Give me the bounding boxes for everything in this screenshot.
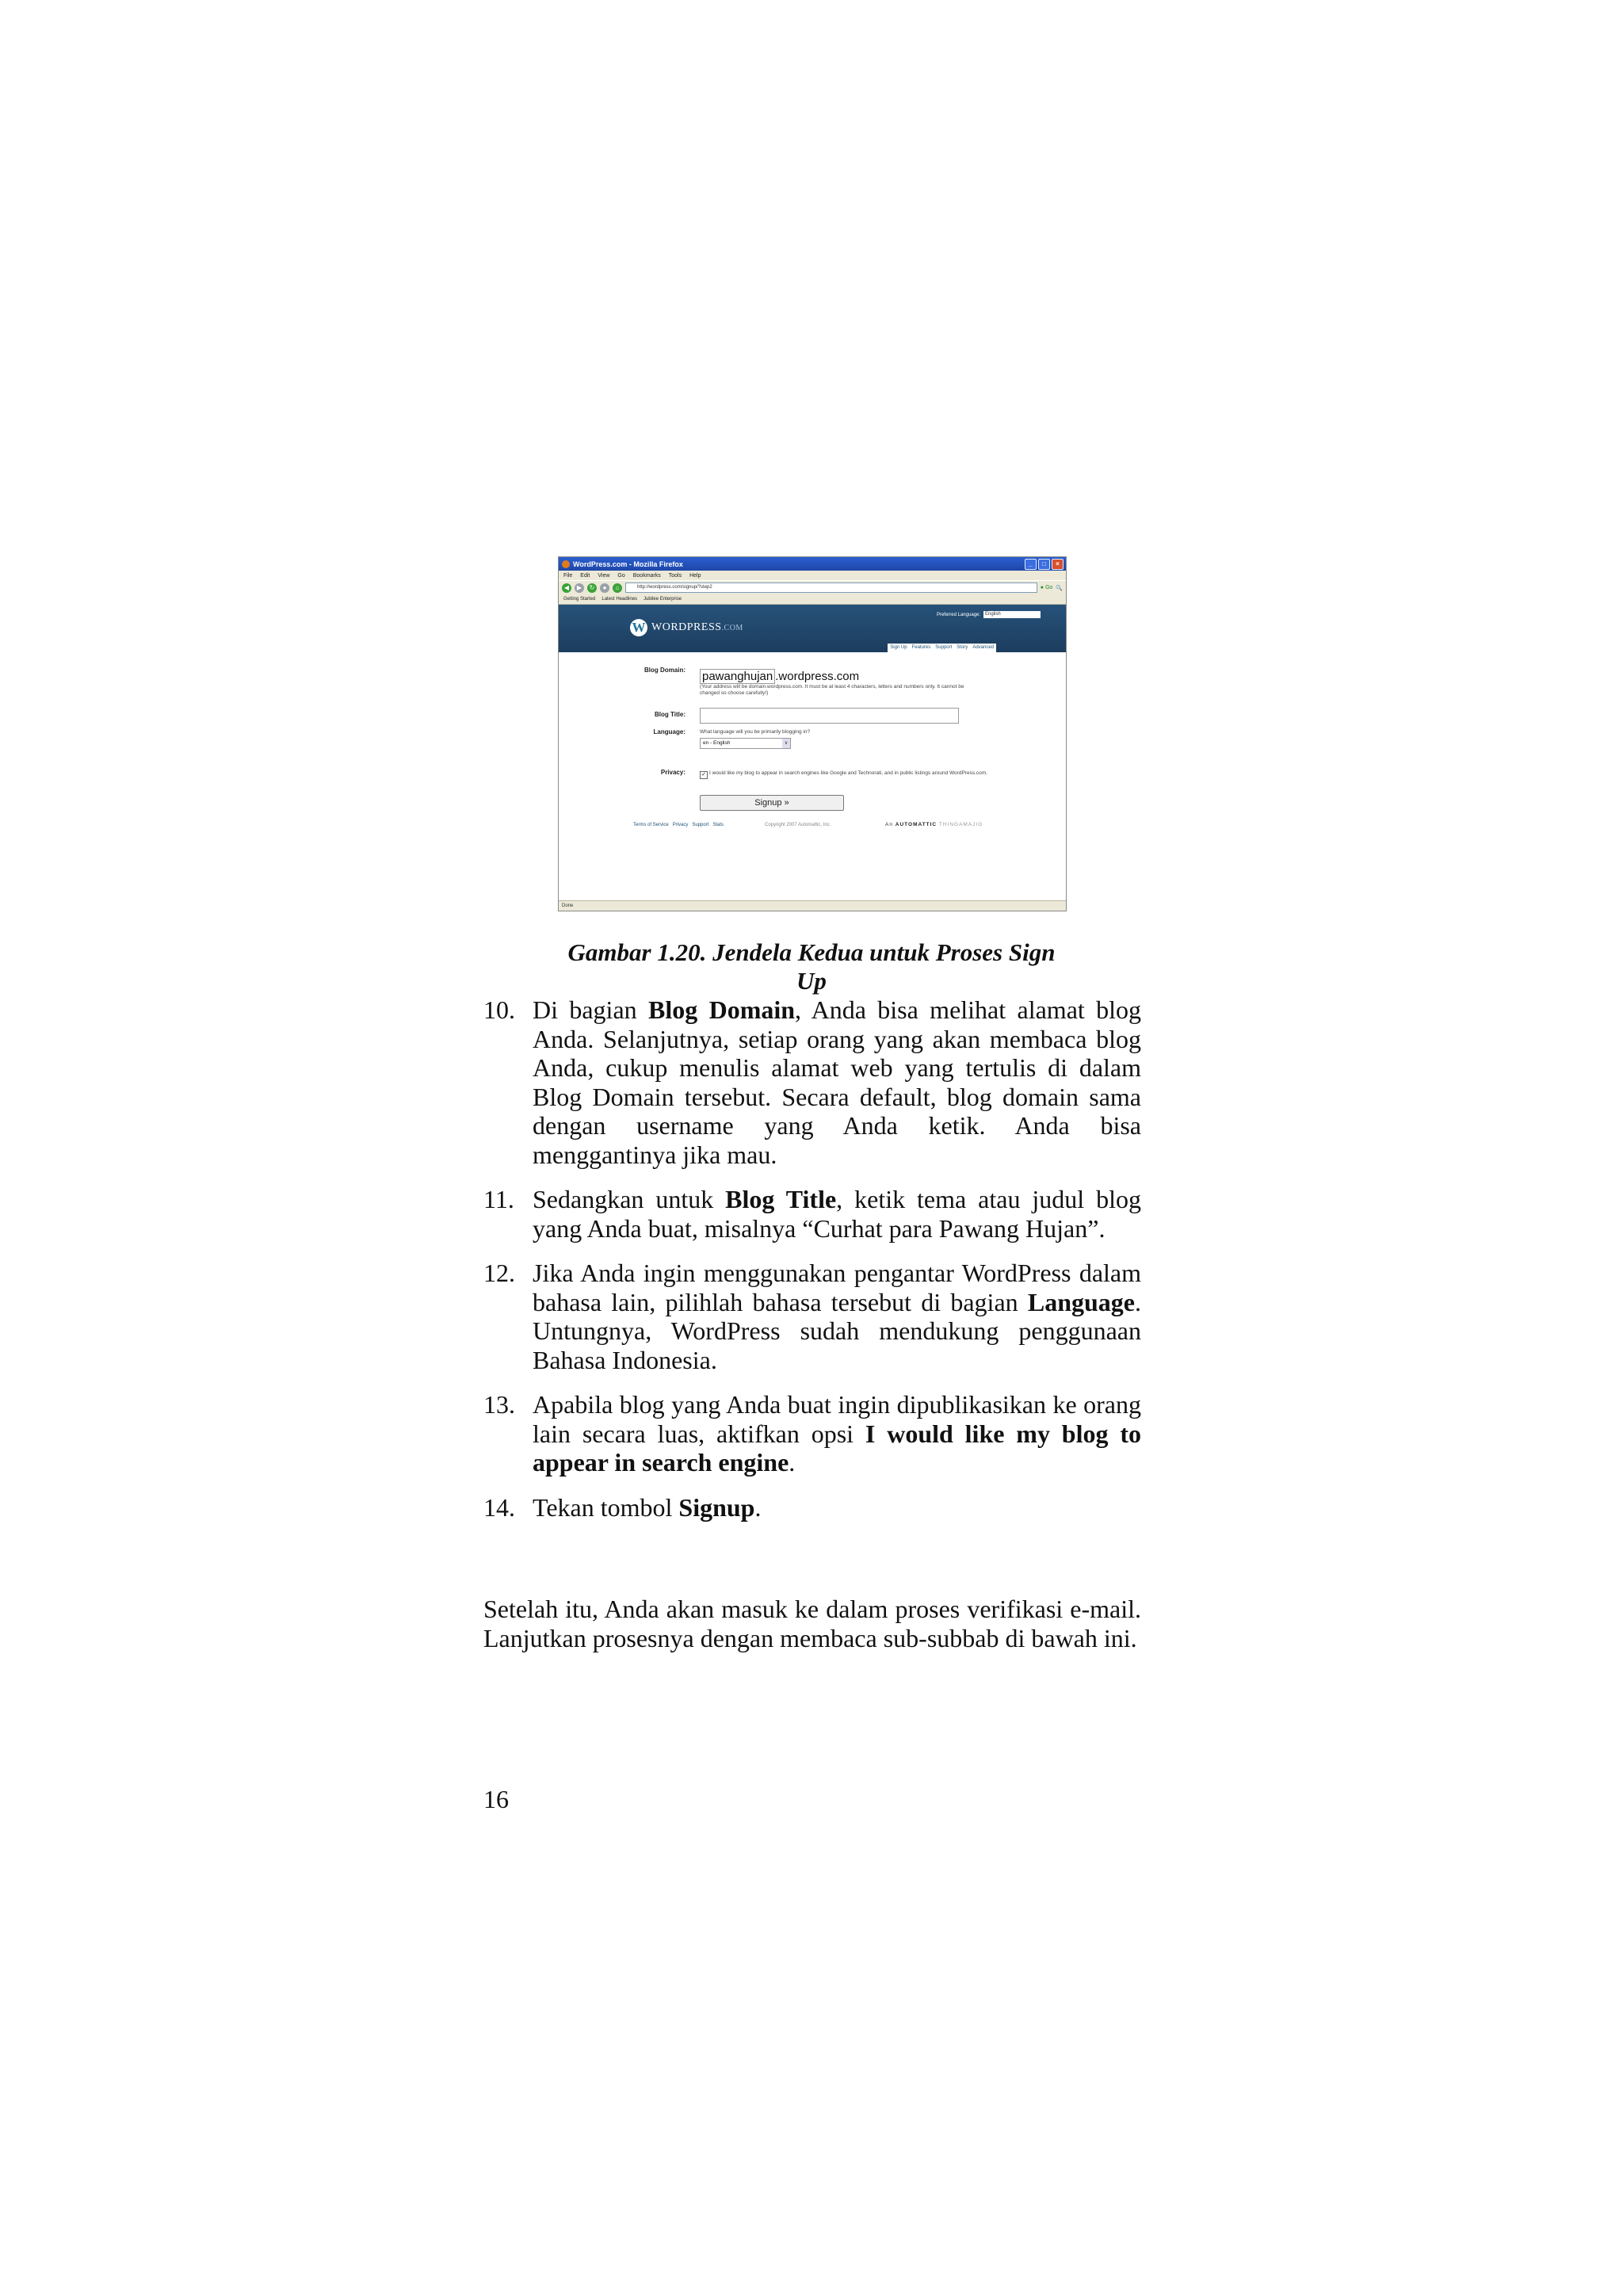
search-icon[interactable]: 🔍 — [1056, 585, 1063, 591]
close-icon[interactable]: × — [1052, 559, 1064, 570]
bookmark-jubilee[interactable]: Jubilee Enterprise — [643, 597, 682, 602]
menu-file[interactable]: File — [563, 572, 573, 579]
blog-title-input[interactable] — [700, 708, 959, 724]
back-icon[interactable]: ◀ — [562, 583, 571, 593]
signup-form — [559, 652, 1066, 865]
footer-link-privacy[interactable]: Privacy — [672, 823, 689, 827]
browser-statusbar: Done — [559, 900, 1066, 911]
language-question: What language will you be primarily blogging in? — [700, 729, 811, 735]
preferred-language-label: Preferred Language: — [936, 612, 980, 617]
menu-go[interactable]: Go — [617, 572, 625, 579]
instruction-list — [483, 995, 1141, 1538]
browser-menubar — [559, 571, 1066, 580]
tab-story[interactable]: Story — [957, 645, 968, 650]
wordpress-header — [559, 605, 1066, 652]
tab-support[interactable]: Support — [935, 645, 953, 650]
list-item: 12. Jika Anda ingin menggunakan pengantar WordPress dalam bahasa lain, pilihlah bahasa tersebut di bagian Language. Untungnya, WordPress sudah mendukung penggunaan Bahasa Indonesia. — [483, 1259, 1141, 1374]
home-icon[interactable]: ⌂ — [613, 583, 622, 593]
maximize-icon[interactable]: □ — [1038, 559, 1050, 570]
wordpress-logo-text: WORDPRESS.COM — [651, 621, 743, 633]
footer-link-support[interactable]: Support — [692, 823, 709, 827]
language-label: Language: — [653, 728, 685, 735]
url-input[interactable]: http://wordpress.com/signup/?step2 — [625, 583, 1037, 593]
list-item: 11. Sedangkan untuk Blog Title, ketik tema atau judul blog yang Anda buat, misalnya “Curhat para Pawang Hujan”. — [483, 1185, 1141, 1243]
firefox-icon — [562, 560, 570, 568]
wordpress-w-icon: W — [630, 619, 647, 636]
language-select[interactable]: en - English v — [700, 738, 791, 749]
list-item: 10. Di bagian Blog Domain, Anda bisa melihat alamat blog Anda. Selanjutnya, setiap orang yang akan membaca blog Anda, cukup menulis alamat web yang tertulis di dalam Blog Domain tersebut. Secara default, blog domain sama dengan username yang Anda ketik. Anda bisa menggantinya jika mau. — [483, 995, 1142, 1169]
copyright-text: Copyright 2007 Automattic, Inc. — [765, 823, 831, 827]
menu-bookmarks[interactable]: Bookmarks — [632, 572, 661, 579]
bookmark-getting-started[interactable]: Getting Started — [563, 597, 596, 602]
browser-navbar — [559, 580, 1066, 594]
tab-sign-up[interactable]: Sign Up — [890, 645, 907, 650]
window-controls — [1025, 559, 1066, 570]
reload-icon[interactable]: ↻ — [587, 583, 597, 593]
privacy-checkbox[interactable]: ✓ — [700, 771, 708, 779]
list-item: 14. Tekan tombol Signup. — [483, 1492, 762, 1522]
preferred-language-select[interactable]: English — [983, 611, 1041, 618]
page-number: 16 — [483, 1785, 509, 1813]
bookmark-latest-headlines[interactable]: Latest Headlines — [601, 597, 638, 602]
privacy-label: Privacy: — [660, 769, 685, 776]
window-title: WordPress.com - Mozilla Firefox — [573, 560, 683, 568]
tab-features[interactable]: Features — [911, 645, 931, 650]
footer-link-terms[interactable]: Terms of Service — [633, 823, 669, 827]
bookmarks-toolbar — [559, 594, 1066, 605]
browser-titlebar — [559, 557, 1066, 571]
forward-icon[interactable]: ▶ — [575, 583, 584, 593]
blog-domain-note: (Your address will be domain.wordpress.com. It must be at least 4 characters, letters and numbers only. It cannot be changed so choose carefully!) — [700, 684, 964, 696]
stop-icon[interactable]: ● — [600, 583, 609, 593]
list-item: 13. Apabila blog yang Anda buat ingin dipublikasikan ke orang lain secara luas, aktifkan opsi I would like my blog to appear in search engine. — [483, 1390, 1142, 1477]
privacy-text: I would like my blog to appear in search engines like Google and Technorati, and in public listings around WordPress.com. — [709, 770, 987, 776]
menu-help[interactable]: Help — [689, 572, 701, 579]
wordpress-logo[interactable] — [630, 619, 743, 636]
minimize-icon[interactable]: _ — [1025, 559, 1037, 570]
wordpress-nav-tabs — [888, 644, 996, 652]
footer-link-stats[interactable]: Stats — [712, 823, 724, 827]
figure-caption: Gambar 1.20. Jendela Kedua untuk Proses Sign Up — [567, 938, 1056, 995]
menu-edit[interactable]: Edit — [580, 572, 590, 579]
closing-paragraph: Setelah itu, Anda akan masuk ke dalam proses verifikasi e-mail. Lanjutkan prosesnya dengan membaca sub-subbab di bawah ini. — [483, 1595, 1141, 1652]
preferred-language — [937, 611, 1041, 618]
signup-button[interactable]: Signup » — [700, 795, 844, 811]
blog-domain-suffix: .wordpress.com — [775, 670, 860, 683]
figure-screenshot — [558, 556, 1067, 911]
menu-view[interactable]: View — [598, 572, 610, 579]
footer-links — [633, 823, 724, 827]
blog-title-label: Blog Title: — [655, 711, 685, 718]
automattic-credit[interactable]: An AUTOMATTIC THINGAMAJIG — [885, 822, 983, 827]
blog-domain-input[interactable]: pawanghujan — [700, 669, 775, 684]
menu-tools[interactable]: Tools — [668, 572, 682, 579]
tab-advanced[interactable]: Advanced — [972, 645, 994, 650]
go-icon[interactable]: ● Go — [1040, 585, 1053, 590]
blog-domain-label: Blog Domain: — [644, 667, 685, 674]
blog-domain-field — [700, 670, 859, 683]
